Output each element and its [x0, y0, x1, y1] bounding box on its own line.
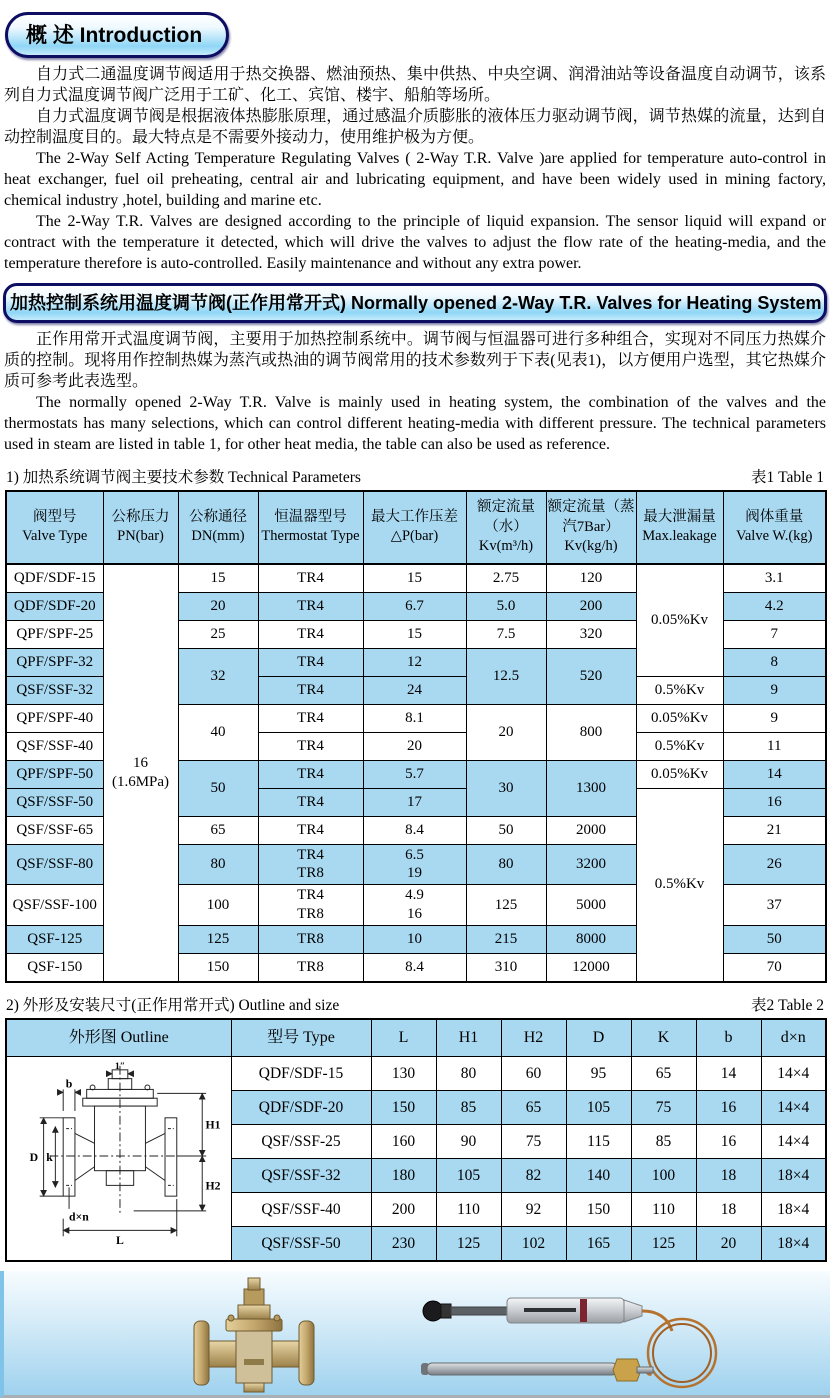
table-cell: QDF/SDF-20 [6, 592, 103, 620]
dim-label-inch: 1″ [114, 1061, 125, 1072]
valve-outline-diagram [7, 1062, 231, 1255]
table-cell: 140 [566, 1158, 631, 1192]
table-cell: QSF/SSF-40 [6, 732, 103, 760]
table-cell: 160 [371, 1124, 436, 1158]
table-cell: QSF-150 [6, 953, 103, 982]
table-cell: 6.7 [363, 592, 466, 620]
column-header: b [696, 1019, 761, 1057]
outline-size-table [5, 1018, 827, 1262]
table-cell: 16 (1.6MPa) [103, 564, 178, 982]
column-header: 阀体重量 Valve W.(kg) [723, 491, 826, 564]
table-cell: 18×4 [761, 1158, 826, 1192]
table-cell: 9 [723, 676, 826, 704]
table-row [6, 564, 826, 593]
header-row [6, 491, 826, 564]
column-header: K [631, 1019, 696, 1057]
dim-label-dxn: d×n [68, 1210, 89, 1224]
table-cell: QPF/SPF-32 [6, 648, 103, 676]
header-row [6, 1019, 826, 1057]
table-cell: 65 [178, 816, 258, 844]
table-cell: 12.5 [466, 648, 546, 704]
table-cell: 150 [178, 953, 258, 982]
table-cell: 25 [178, 620, 258, 648]
table-cell: 14×4 [761, 1090, 826, 1124]
table-cell: 105 [566, 1090, 631, 1124]
table-cell: 115 [566, 1124, 631, 1158]
valve-photo [184, 1273, 324, 1393]
table-cell: 320 [546, 620, 636, 648]
section-title-heating-label: 加热控制系统用温度调节阀(正作用常开式) Normally opened 2-Way T.R. Valves for Heating System [10, 293, 822, 313]
table-cell: 16 [696, 1124, 761, 1158]
table-cell: 60 [501, 1056, 566, 1090]
column-header: 额定流量 （水） Kv(m³/h) [466, 491, 546, 564]
table-cell: TR4 [258, 564, 363, 593]
table-cell: 230 [371, 1226, 436, 1261]
table-cell: 102 [501, 1226, 566, 1261]
table-cell: 18 [696, 1158, 761, 1192]
table-cell: 520 [546, 648, 636, 704]
table-cell: 20 [178, 592, 258, 620]
dim-label-d: D [29, 1150, 38, 1164]
thermostat-photo [409, 1273, 744, 1393]
table-cell: QPF/SPF-40 [6, 704, 103, 732]
table-cell: 85 [436, 1090, 501, 1124]
table-cell: 32 [178, 648, 258, 704]
table-cell: 75 [501, 1124, 566, 1158]
table-cell [6, 1056, 231, 1261]
table1-caption-right: 表1 Table 1 [751, 469, 824, 486]
table-cell: 105 [436, 1158, 501, 1192]
table-cell: 70 [723, 953, 826, 982]
table-cell: 24 [363, 676, 466, 704]
heating-paragraphs [4, 329, 826, 455]
table-cell: 14×4 [761, 1124, 826, 1158]
table1-caption [6, 465, 824, 487]
table-cell: 5.7 [363, 760, 466, 788]
table-cell: 180 [371, 1158, 436, 1192]
table-row [6, 1056, 826, 1090]
table-cell: QSF/SSF-25 [231, 1124, 371, 1158]
product-photos-panel [0, 1271, 830, 1398]
table-cell: 80 [466, 844, 546, 885]
table-cell: QDF/SDF-20 [231, 1090, 371, 1124]
column-header: 最大工作压差 △P(bar) [363, 491, 466, 564]
table-cell: 125 [436, 1226, 501, 1261]
column-header: L [371, 1019, 436, 1057]
table-cell: 200 [371, 1192, 436, 1226]
paragraph-intro-zh-1: 自力式二通温度调节阀适用于热交换器、燃油预热、集中供热、中央空调、润滑油站等设备温度自动调节，该系列自力式温度调节阀广泛用于工矿、化工、宾馆、楼宇、船舶等场所。 [4, 66, 826, 104]
table-cell: TR4 [258, 676, 363, 704]
technical-parameters-table [5, 490, 827, 983]
table-cell: 5000 [546, 885, 636, 926]
table-cell: 95 [566, 1056, 631, 1090]
column-header: 恒温器型号 Thermostat Type [258, 491, 363, 564]
table-cell: TR4 [258, 648, 363, 676]
section-title-intro-label: 概 述 Introduction [26, 24, 203, 47]
table-cell: 2000 [546, 816, 636, 844]
paragraph-intro-zh-2: 自力式温度调节阀是根据液体热膨胀原理，通过感温介质膨胀的液体压力驱动调节阀，调节热媒的流量，达到自动控制温度目的。最大特点是不需要外接动力，使用维护极为方便。 [4, 108, 826, 146]
table-cell: QPF/SPF-25 [6, 620, 103, 648]
table-cell: 120 [546, 564, 636, 593]
table-cell: QSF/SSF-100 [6, 885, 103, 926]
table-cell: TR4 [258, 788, 363, 816]
section-title-intro [5, 12, 229, 58]
table-cell: 18×4 [761, 1226, 826, 1261]
table-cell: 8.4 [363, 953, 466, 982]
table-cell: 130 [371, 1056, 436, 1090]
table-cell: 8.1 [363, 704, 466, 732]
table-cell: 5.0 [466, 592, 546, 620]
table-cell: QSF/SSF-65 [6, 816, 103, 844]
paragraph-heating-en: The normally opened 2-Way T.R. Valve is mainly used in heating system, the combination of the valves and the thermostats has many selections, which can control different heating-media with different pressure. The technical parameters used in steam are listed in table 1, for other heat media, the table can also be used as reference. [4, 394, 826, 453]
table-cell: 50 [466, 816, 546, 844]
table-cell: 26 [723, 844, 826, 885]
table-cell: 16 [696, 1090, 761, 1124]
table-cell: 150 [566, 1192, 631, 1226]
table-cell: 37 [723, 885, 826, 926]
table-cell: 30 [466, 760, 546, 816]
table-cell: 8 [723, 648, 826, 676]
table-cell: 12000 [546, 953, 636, 982]
table-cell: 80 [178, 844, 258, 885]
table-cell: 20 [363, 732, 466, 760]
table-cell: TR4 [258, 816, 363, 844]
table-cell: QDF/SDF-15 [6, 564, 103, 593]
table-cell: TR4 [258, 592, 363, 620]
table-cell: 15 [363, 564, 466, 593]
table-cell: TR4 [258, 732, 363, 760]
section-title-heating [3, 283, 827, 323]
table-cell: 12 [363, 648, 466, 676]
table-cell: 14 [723, 760, 826, 788]
table-cell: 4.9 16 [363, 885, 466, 926]
table-cell: 92 [501, 1192, 566, 1226]
table-cell: 82 [501, 1158, 566, 1192]
table-cell: 3200 [546, 844, 636, 885]
table-cell: 85 [631, 1124, 696, 1158]
table-cell: 215 [466, 925, 546, 953]
column-header: D [566, 1019, 631, 1057]
table-cell: TR4 [258, 620, 363, 648]
table-cell: TR4 TR8 [258, 844, 363, 885]
table-cell: 11 [723, 732, 826, 760]
column-header: 公称通径 DN(mm) [178, 491, 258, 564]
table-cell: TR4 [258, 704, 363, 732]
table-cell: QSF/SSF-50 [231, 1226, 371, 1261]
table-cell: QSF/SSF-80 [6, 844, 103, 885]
table-cell: 7 [723, 620, 826, 648]
table2-caption-right: 表2 Table 2 [751, 996, 824, 1014]
column-header: 型号 Type [231, 1019, 371, 1057]
table-cell: 0.5%Kv [636, 788, 723, 982]
table-cell: 100 [631, 1158, 696, 1192]
table-cell: 800 [546, 704, 636, 760]
column-header: 额定流量（蒸 汽7Bar） Kv(kg/h) [546, 491, 636, 564]
table-cell: 125 [631, 1226, 696, 1261]
table2-caption-left: 2) 外形及安装尺寸(正作用常开式) Outline and size [6, 996, 340, 1014]
table-cell: 0.05%Kv [636, 564, 723, 677]
table-cell: 18 [696, 1192, 761, 1226]
column-header: H2 [501, 1019, 566, 1057]
table-cell: 65 [631, 1056, 696, 1090]
paragraph-heating-zh: 正作用常开式温度调节阀，主要用于加热控制系统中。调节阀与恒温器可进行多种组合，实现对不同压力热媒介质的控制。现将用作控制热媒为蒸汽或热油的调节阀常用的技术参数列于下表(见表1)，以方便用户选型，其它热媒介质可参考此表选型。 [4, 331, 826, 390]
dim-label-h1: H1 [205, 1118, 221, 1132]
table-cell: QDF/SDF-15 [231, 1056, 371, 1090]
table-cell: 16 [723, 788, 826, 816]
table-cell: 125 [466, 885, 546, 926]
table-cell: 1300 [546, 760, 636, 816]
table-cell: TR4 TR8 [258, 885, 363, 926]
column-header: 阀型号 Valve Type [6, 491, 103, 564]
table-cell: QSF/SSF-40 [231, 1192, 371, 1226]
table-cell: 65 [501, 1090, 566, 1124]
intro-paragraphs [4, 64, 826, 274]
table-cell: 21 [723, 816, 826, 844]
table-cell: TR8 [258, 953, 363, 982]
table-cell: 165 [566, 1226, 631, 1261]
table-cell: QSF-125 [6, 925, 103, 953]
table-cell: 75 [631, 1090, 696, 1124]
column-header: d×n [761, 1019, 826, 1057]
table-cell: 9 [723, 704, 826, 732]
table-cell: 18×4 [761, 1192, 826, 1226]
table-cell: 10 [363, 925, 466, 953]
table-cell: TR8 [258, 925, 363, 953]
table-cell: 14 [696, 1056, 761, 1090]
table-cell: 125 [178, 925, 258, 953]
table2-caption [6, 993, 824, 1015]
table-cell: 17 [363, 788, 466, 816]
dim-label-l: L [115, 1233, 124, 1247]
table-cell: QSF/SSF-32 [231, 1158, 371, 1192]
column-header: H1 [436, 1019, 501, 1057]
table-cell: 0.05%Kv [636, 760, 723, 788]
table-cell: 7.5 [466, 620, 546, 648]
table-cell: 0.5%Kv [636, 676, 723, 704]
table-cell: 40 [178, 704, 258, 760]
table-cell: 80 [436, 1056, 501, 1090]
table-cell: TR4 [258, 760, 363, 788]
table-cell: 310 [466, 953, 546, 982]
table-cell: 14×4 [761, 1056, 826, 1090]
table-cell: 15 [178, 564, 258, 593]
table-cell: 6.5 19 [363, 844, 466, 885]
table-cell: 110 [436, 1192, 501, 1226]
table-cell: 0.5%Kv [636, 732, 723, 760]
table-cell: 2.75 [466, 564, 546, 593]
table-cell: 3.1 [723, 564, 826, 593]
column-header: 外形图 Outline [6, 1019, 231, 1057]
table-cell: 90 [436, 1124, 501, 1158]
table1-caption-left: 1) 加热系统调节阀主要技术参数 Technical Parameters [6, 469, 361, 486]
table-cell: 8000 [546, 925, 636, 953]
table-cell: 20 [466, 704, 546, 760]
column-header: 公称压力 PN(bar) [103, 491, 178, 564]
paragraph-intro-en-2: The 2-Way T.R. Valves are designed according to the principle of liquid expansion. The sensor liquid will expand or contract with the temperature it detected, which will drive the valves to adjust the flow rate of the heating-media, and the temperature therefore is auto-controlled. Easily maintenance and without any extra power. [4, 213, 826, 272]
table-cell: 110 [631, 1192, 696, 1226]
table-cell: 150 [371, 1090, 436, 1124]
table-cell: 20 [696, 1226, 761, 1261]
table-cell: 15 [363, 620, 466, 648]
table-cell: 50 [178, 760, 258, 816]
dim-label-k: k [45, 1150, 53, 1164]
table-cell: 8.4 [363, 816, 466, 844]
column-header: 最大泄漏量 Max.leakage [636, 491, 723, 564]
table-cell: QPF/SPF-50 [6, 760, 103, 788]
dim-label-b: b [65, 1076, 73, 1090]
paragraph-intro-en-1: The 2-Way Self Acting Temperature Regulating Valves ( 2-Way T.R. Valve )are applied for temperature auto-control in heat exchanger, fuel oil preheating, central air and lubricating equipment, and have been widely used in mining factory, chemical industry ,hotel, building and marine etc. [4, 150, 826, 209]
table-cell: 100 [178, 885, 258, 926]
table-cell: 0.05%Kv [636, 704, 723, 732]
dim-label-h2: H2 [205, 1178, 221, 1192]
table-cell: QSF/SSF-32 [6, 676, 103, 704]
table-cell: 4.2 [723, 592, 826, 620]
table-cell: 50 [723, 925, 826, 953]
table-cell: QSF/SSF-50 [6, 788, 103, 816]
table-cell: 200 [546, 592, 636, 620]
